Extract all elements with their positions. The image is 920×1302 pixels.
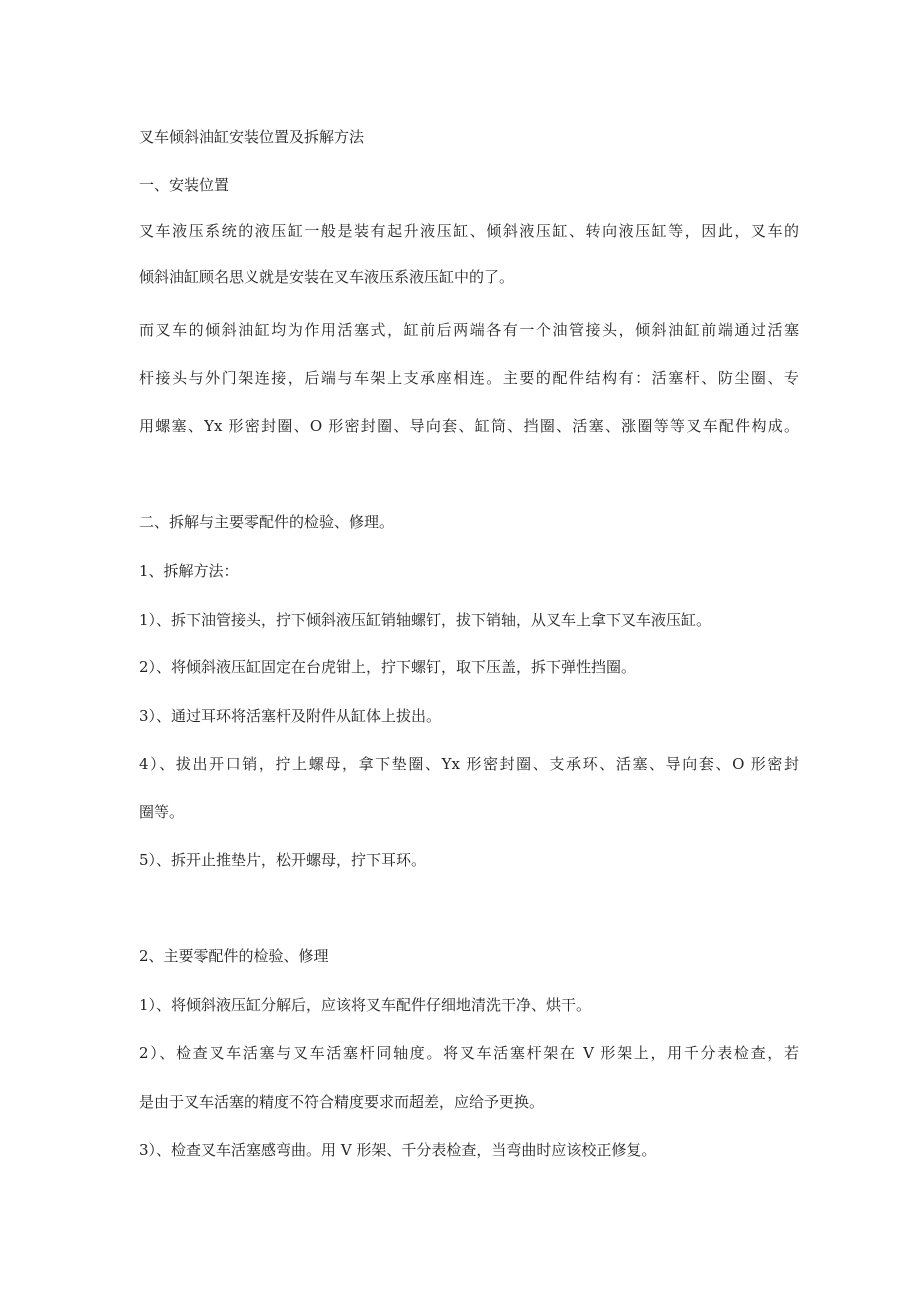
list-item: 2）、将倾斜液压缸固定在台虎钳上，拧下螺钉，取下压盖，拆下弹性挡圈。 [139,658,637,676]
list-item: 2）、检查叉车活塞与叉车活塞杆同轴度。将叉车活塞杆架在 V 形架上，用千分表检查，若 [139,1044,799,1062]
list-item: 4）、拔出开口销，拧上螺母，拿下垫圈、Yx 形密封圈、支承环、活塞、导向套、O 形密封 [139,755,799,773]
paragraph-line: 倾斜油缸顾名思义就是安装在叉车液压系液压缸中的了。 [139,268,515,286]
list-item-continuation: 是由于叉车活塞的精度不符合精度要求而超差，应给予更换。 [139,1093,545,1111]
subsection-heading-method: 1、拆解方法： [139,562,239,580]
list-item: 3）、检查叉车活塞感弯曲。用 V 形架、千分表检查，当弯曲时应该校正修复。 [139,1141,657,1159]
subsection-heading-inspection: 2、主要零配件的检验、修理 [139,947,329,965]
list-item-continuation: 圈等。 [139,803,185,821]
paragraph-line: 杆接头与外门架连接，后端与车架上支承座相连。主要的配件结构有：活塞杆、防尘圈、专 [139,369,799,387]
document-title: 叉车倾斜油缸安装位置及拆解方法 [139,128,365,146]
list-item: 5）、拆开止推垫片，松开螺母，拧下耳环。 [139,851,427,869]
paragraph-line: 而叉车的倾斜油缸均为作用活塞式，缸前后两端各有一个油管接头，倾斜油缸前端通过活塞 [139,321,799,339]
list-item: 3）、通过耳环将活塞杆及附件从缸体上拔出。 [139,707,442,725]
section-heading-disassembly: 二、拆解与主要零配件的检验、修理。 [139,513,395,531]
section-heading-install-position: 一、安装位置 [139,176,230,194]
list-item: 1）、拆下油管接头，拧下倾斜液压缸销轴螺钉，拔下销轴，从叉车上拿下叉车液压缸。 [139,611,712,629]
paragraph-line: 叉车液压系统的液压缸一般是装有起升液压缸、倾斜液压缸、转向液压缸等，因此，叉车的 [139,222,799,240]
list-item: 1）、将倾斜液压缸分解后，应该将叉车配件仔细地清洗干净、烘干。 [139,996,592,1014]
paragraph-line: 用螺塞、Yx 形密封圈、O 形密封圈、导向套、缸筒、挡圈、活塞、涨圈等等叉车配件构成。 [139,417,799,435]
